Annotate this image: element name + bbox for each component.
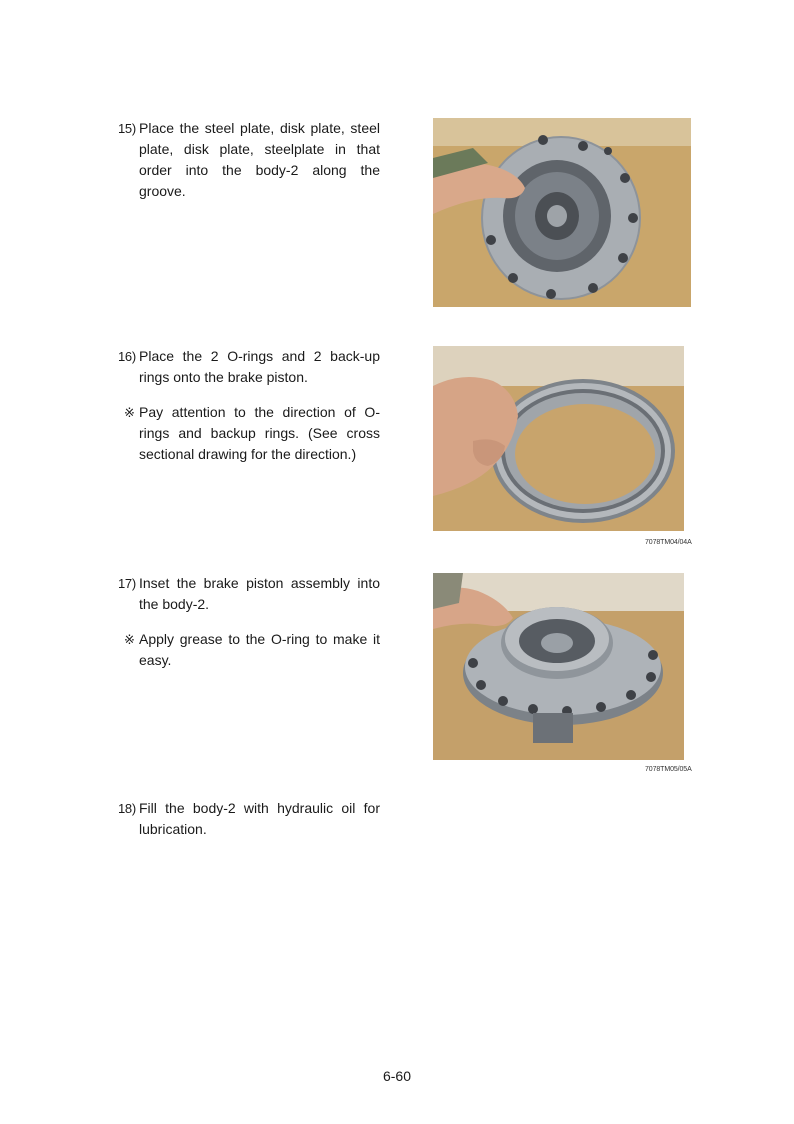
step-text: Inset the brake piston assembly into the body-2.	[139, 575, 380, 612]
photo-piston-assembly	[433, 573, 684, 760]
note-mark: ※	[124, 632, 135, 647]
note-mark: ※	[124, 405, 135, 420]
step-number: 18)	[118, 801, 136, 816]
step-text: Fill the body-2 with hydraulic oil for lubrication.	[139, 800, 380, 837]
step-text: Place the steel plate, disk plate, steel plate, disk plate, steelplate in that order into the body-2 along the groove.	[139, 120, 380, 199]
step-number: 15)	[118, 121, 136, 136]
note-text: Apply grease to the O-ring to make it easy.	[139, 631, 380, 668]
step-number: 17)	[118, 576, 136, 591]
step-16	[118, 346, 380, 465]
photo-caption: 7078TM05/05A	[645, 766, 692, 773]
photo-caption: 7078TM04/04A	[645, 539, 692, 546]
note	[118, 629, 380, 671]
photo-plates-in-body	[433, 118, 691, 307]
photo-brake-piston	[433, 346, 684, 531]
page-number: 6-60	[382, 1068, 412, 1084]
step-15	[118, 118, 380, 202]
step-text: Place the 2 O-rings and 2 back-up rings onto the brake piston.	[139, 348, 380, 385]
step-17	[118, 573, 380, 671]
step-18	[118, 798, 380, 840]
note	[118, 402, 380, 465]
step-number: 16)	[118, 349, 136, 364]
note-text: Pay attention to the direction of O-rings and backup rings. (See cross sectional drawing for the direction.)	[139, 404, 380, 462]
